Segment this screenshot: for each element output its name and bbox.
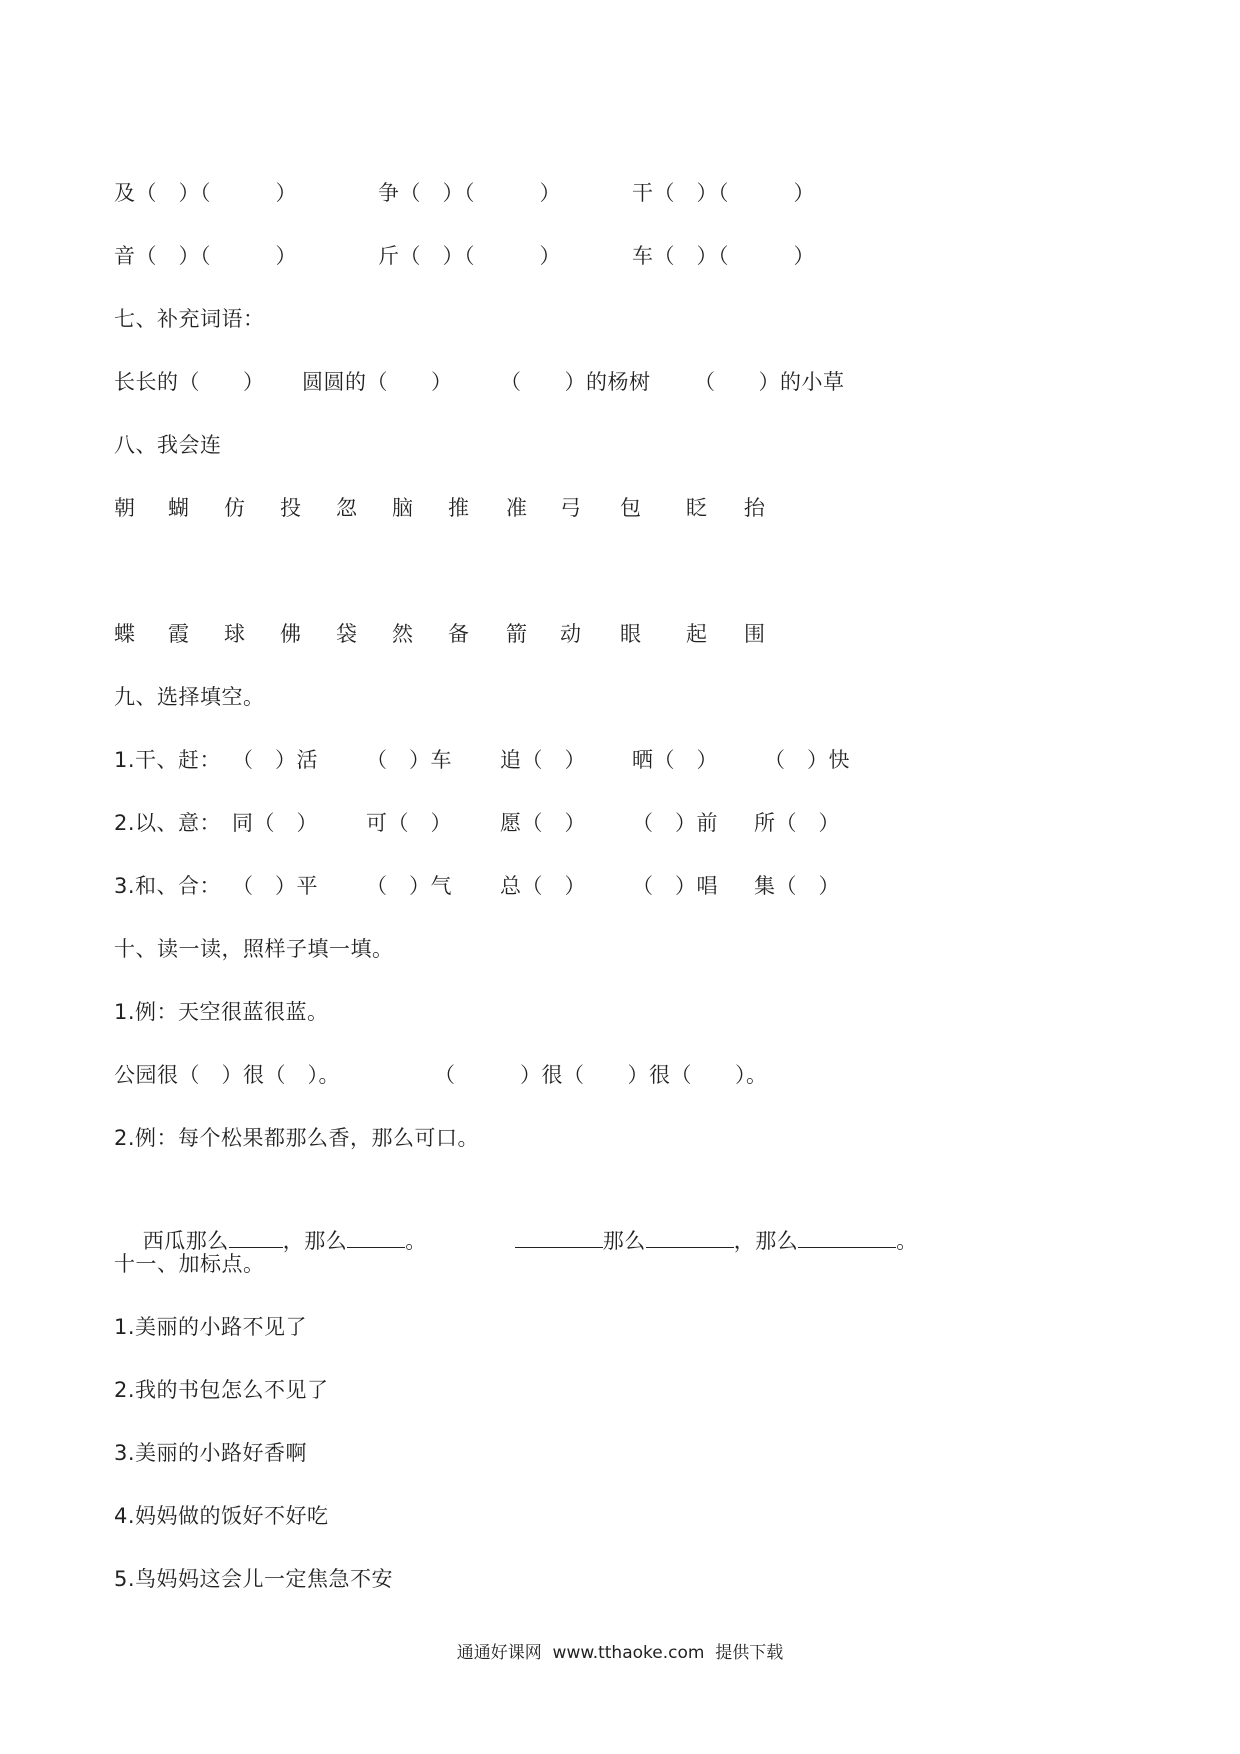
match-character[interactable]: 抬: [744, 496, 766, 520]
match-character[interactable]: 推: [448, 496, 470, 520]
match-character[interactable]: 备: [448, 622, 470, 646]
section6-item: 音（ ）（ ）: [114, 244, 297, 268]
section9-row2: [114, 803, 840, 843]
choice-item: （ ）平: [232, 874, 318, 898]
match-character[interactable]: 投: [280, 496, 302, 520]
section11-heading: 十一、加标点。: [114, 1252, 265, 1276]
match-character[interactable]: 霞: [168, 622, 190, 646]
match-character[interactable]: 包: [620, 496, 642, 520]
fill-item: （ ）很（ ）很（ ）。: [434, 1063, 768, 1087]
fill-text: 。: [405, 1229, 427, 1253]
fill-text: ，那么: [733, 1229, 799, 1253]
example-1: 1.例：天空很蓝很蓝。: [114, 1000, 329, 1024]
section9-heading: 九、选择填空。: [114, 685, 265, 709]
fill-line-1: [114, 1055, 768, 1095]
match-character[interactable]: 佛: [280, 622, 302, 646]
section10-heading: 十、读一读，照样子填一填。: [114, 937, 394, 961]
section7-heading: 七、补充词语：: [114, 307, 265, 331]
choice-item: 可（ ）: [366, 811, 452, 835]
blank-line[interactable]: [646, 1223, 734, 1248]
choice-item: 集（ ）: [754, 874, 840, 898]
match-character[interactable]: 眨: [686, 496, 708, 520]
section6-item: 争（ ）（ ）: [378, 181, 561, 205]
row-label: 2.以、意：: [114, 811, 222, 835]
example-2: 2.例：每个松果都那么香，那么可口。: [114, 1126, 480, 1150]
match-character[interactable]: 箭: [506, 622, 528, 646]
fill-group-b: [486, 1181, 918, 1301]
choice-item: 总（ ）: [500, 874, 586, 898]
row-label: 1.干、赶：: [114, 748, 222, 772]
fill-text: 那么: [602, 1229, 646, 1253]
match-character[interactable]: 眼: [620, 622, 642, 646]
choice-item: （ ）快: [764, 748, 850, 772]
fill-text: 西瓜那么: [142, 1229, 229, 1253]
section7-item: （ ）的杨树: [500, 370, 651, 394]
section9-row3: [114, 866, 840, 906]
blank-line[interactable]: [515, 1223, 603, 1248]
punctuation-item: 2.我的书包怎么不见了: [114, 1378, 329, 1402]
match-character[interactable]: 围: [744, 622, 766, 646]
choice-item: 愿（ ）: [500, 811, 586, 835]
match-character[interactable]: 然: [392, 622, 414, 646]
punctuation-item: 3.美丽的小路好香啊: [114, 1441, 308, 1465]
match-character[interactable]: 袋: [336, 622, 358, 646]
section9-row1: [114, 740, 850, 780]
section7-items: [114, 362, 845, 402]
choice-item: 所（ ）: [754, 811, 840, 835]
page-footer: 通通好课网 www.tthaoke.com 提供下载: [456, 1643, 784, 1663]
match-character[interactable]: 球: [224, 622, 246, 646]
blank-line[interactable]: [347, 1223, 405, 1248]
section6-item: 斤（ ）（ ）: [378, 244, 561, 268]
section6-row2: [114, 236, 815, 276]
section6-row1: [114, 173, 815, 213]
fill-text: 。: [896, 1229, 918, 1253]
match-character[interactable]: 蝶: [114, 622, 136, 646]
section8-heading: 八、我会连: [114, 433, 222, 457]
choice-item: （ ）活: [232, 748, 318, 772]
match-character[interactable]: 蝴: [168, 496, 190, 520]
choice-item: （ ）气: [366, 874, 452, 898]
choice-item: （ ）车: [366, 748, 452, 772]
choice-item: （ ）前: [632, 811, 718, 835]
choice-item: 同（ ）: [232, 811, 318, 835]
match-character[interactable]: 忽: [336, 496, 358, 520]
match-character[interactable]: 准: [506, 496, 528, 520]
match-character[interactable]: 脑: [392, 496, 414, 520]
choice-item: 追（ ）: [500, 748, 586, 772]
choice-item: （ ）唱: [632, 874, 718, 898]
blank-line[interactable]: [798, 1223, 896, 1248]
fill-text: ，那么: [282, 1229, 348, 1253]
match-character[interactable]: 动: [560, 622, 582, 646]
punctuation-item: 4.妈妈做的饭好不好吃: [114, 1504, 329, 1528]
section7-item: （ ）的小草: [694, 370, 845, 394]
fill-item: 公园很（ ）很（ ）。: [114, 1063, 340, 1087]
punctuation-item: 5.鸟妈妈这会儿一定焦急不安: [114, 1567, 394, 1591]
row-label: 3.和、合：: [114, 874, 222, 898]
match-character[interactable]: 朝: [114, 496, 136, 520]
fill-line-2: [114, 1181, 918, 1253]
section7-item: 圆圆的（ ）: [302, 370, 453, 394]
choice-item: 晒（ ）: [632, 748, 718, 772]
punctuation-item: 1.美丽的小路不见了: [114, 1315, 308, 1339]
match-character[interactable]: 起: [686, 622, 708, 646]
section6-item: 干（ ）（ ）: [632, 181, 815, 205]
section6-item: 车（ ）（ ）: [632, 244, 815, 268]
match-character[interactable]: 仿: [224, 496, 246, 520]
section7-item: 长长的（ ）: [114, 370, 265, 394]
match-character[interactable]: 弓: [560, 496, 582, 520]
section6-item: 及（ ）（ ）: [114, 181, 297, 205]
